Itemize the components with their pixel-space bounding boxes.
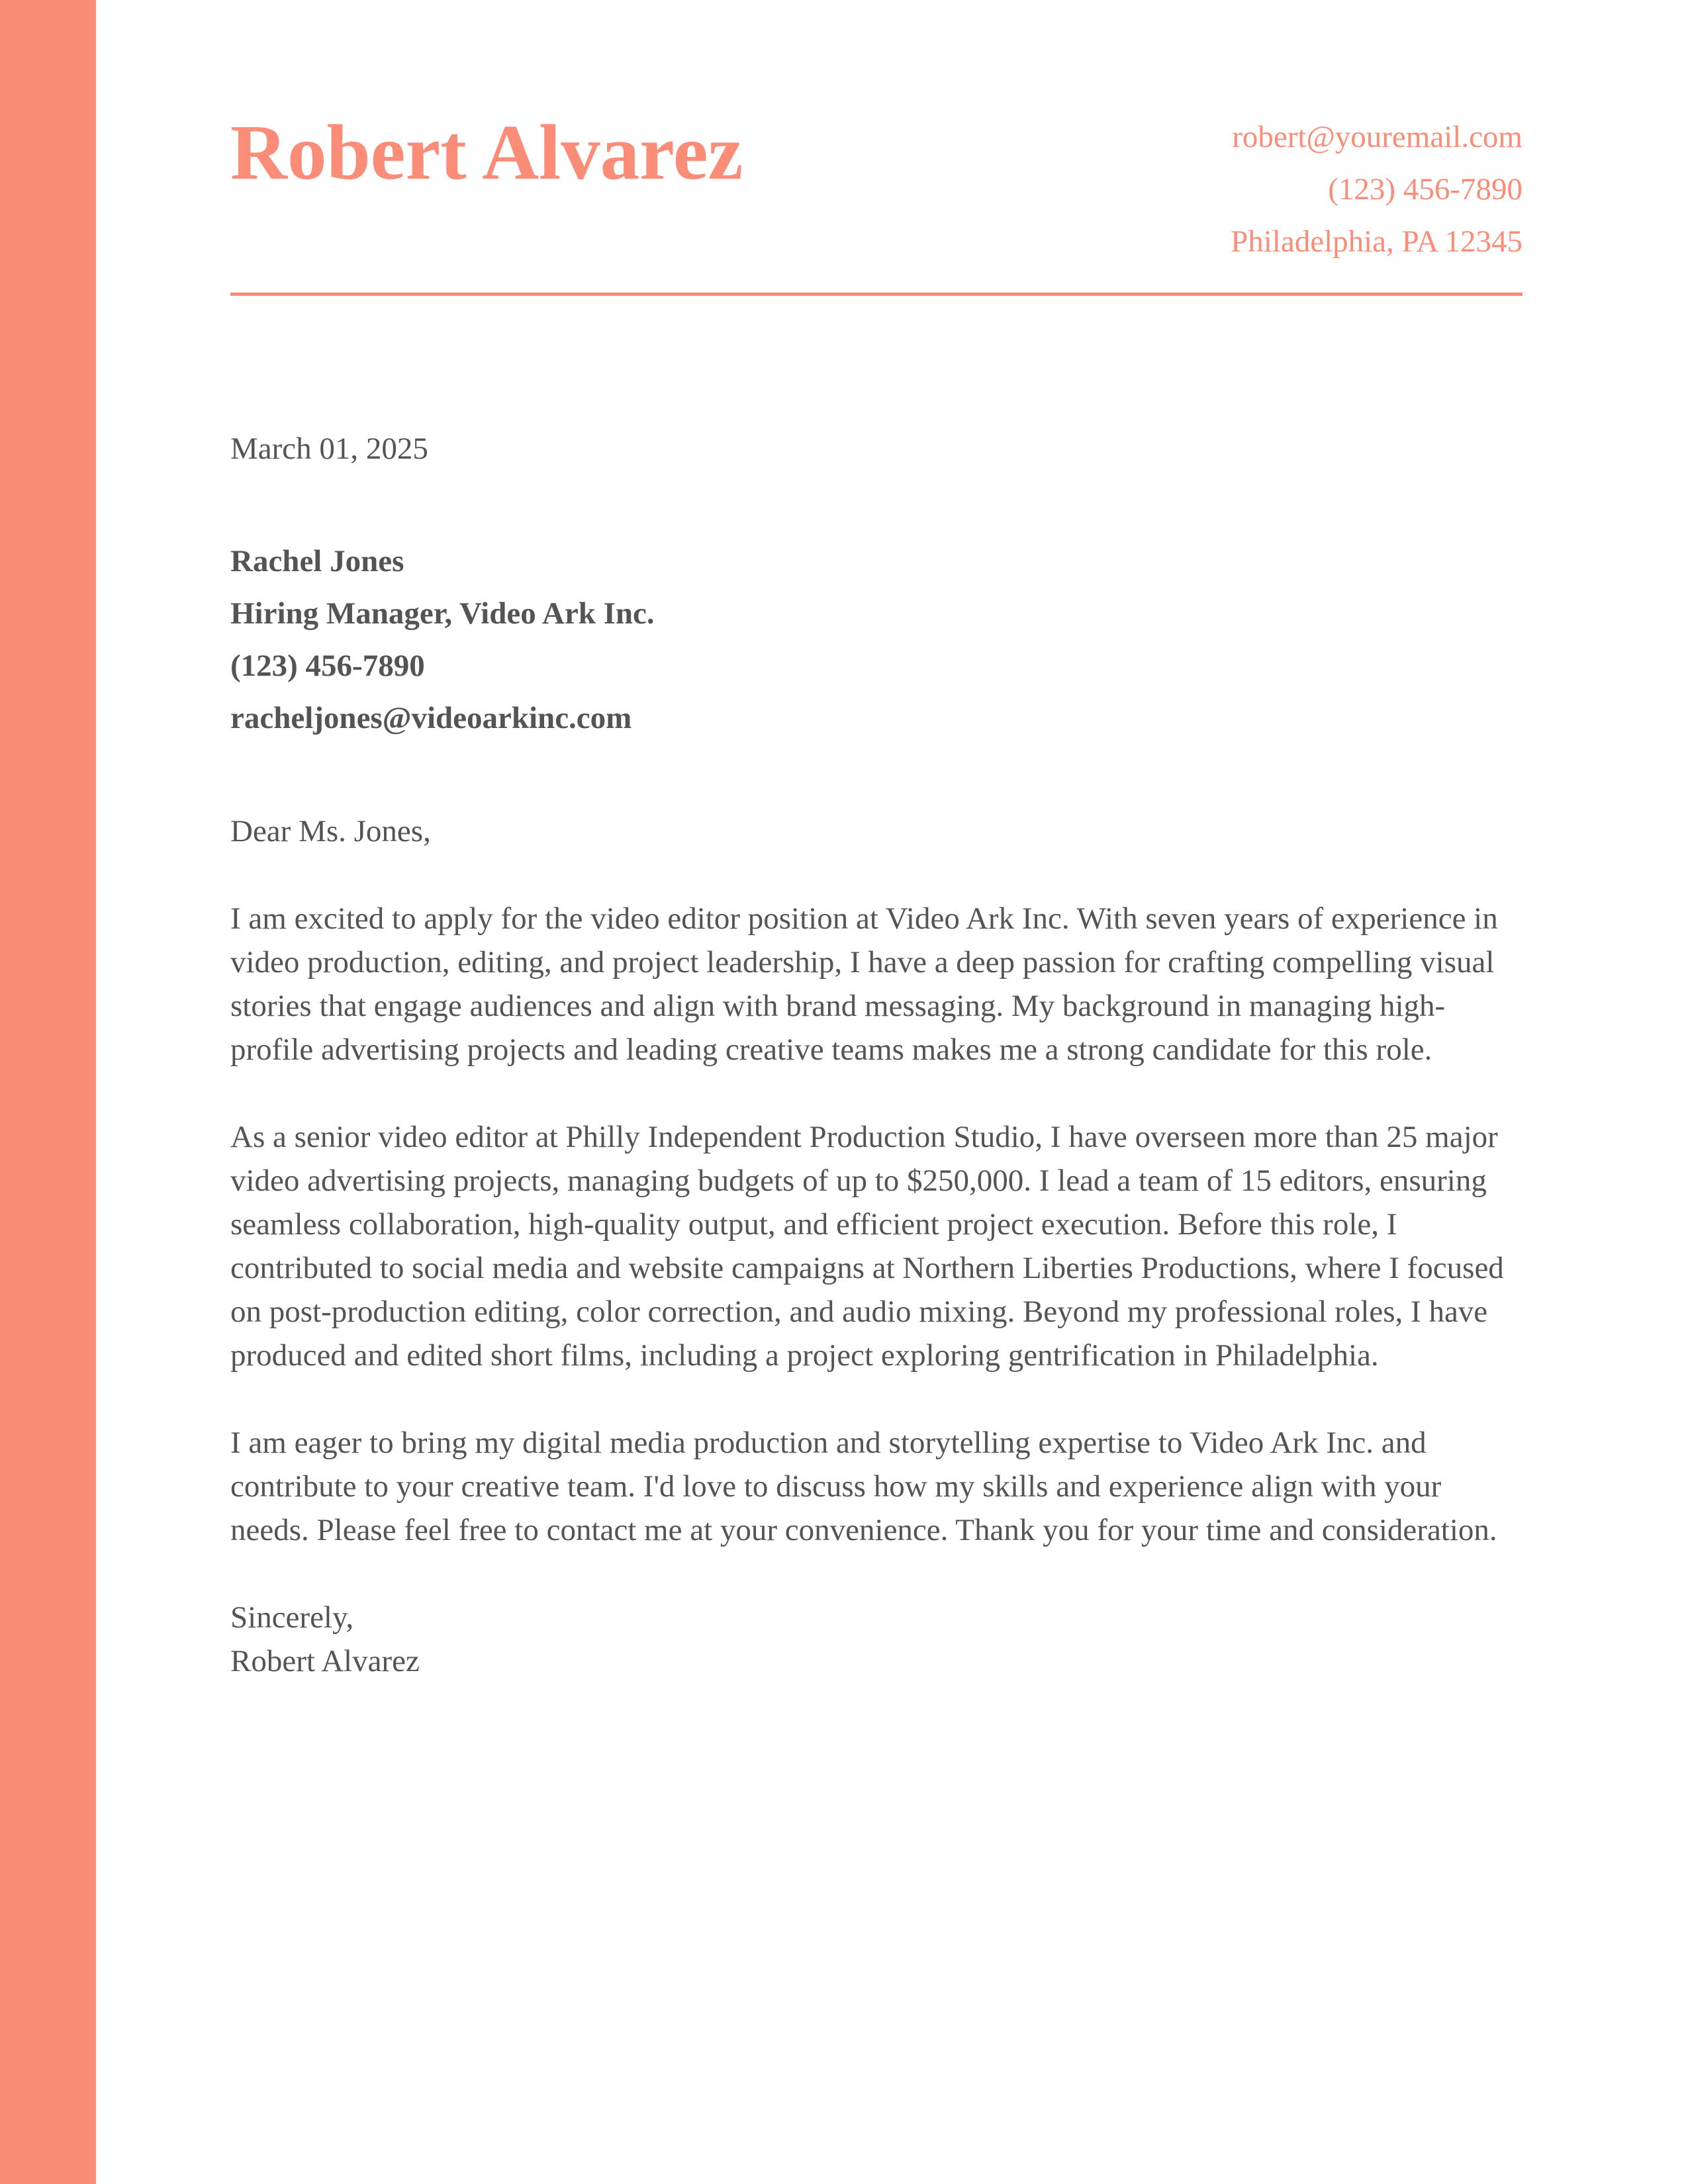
body-paragraph-2: As a senior video editor at Philly Independent Production Studio, I have overseen more than 25 major video advertising projects, managing budgets of up to $250,000. I lead a team of 15 editors, ensuring seamless collaboration, high-quality output, and efficient project execution. Before this role, I contributed to social media and website campaigns at Northern Liberties Productions, where I focused on post-production editing, color correction, and audio mixing. Beyond my professional roles, I have produced and edited short films, including a project exploring gentrification in Philadelphia.	[230, 1120, 1504, 1373]
letter-date: March 01, 2025	[230, 432, 428, 466]
closing-block	[230, 1596, 1523, 1683]
recipient-title: Hiring Manager, Video Ark Inc.	[230, 596, 655, 631]
body-paragraph-3: I am eager to bring my digital media production and storytelling expertise to Video Ark Inc. and contribute to your creative team. I'd love to discuss how my skills and experience align with your needs. Please feel free to contact me at your convenience. Thank you for your time and consideration.	[230, 1426, 1497, 1547]
recipient-name: Rachel Jones	[230, 544, 404, 578]
accent-sidebar-bar	[0, 0, 96, 2184]
sender-phone: (123) 456-7890	[1328, 172, 1523, 206]
salutation: Dear Ms. Jones,	[230, 814, 431, 848]
letter-body	[230, 427, 1523, 1683]
sender-name: Robert Alvarez	[230, 109, 743, 196]
cover-letter-page	[230, 0, 1523, 2184]
body-paragraph-1: I am excited to apply for the video editor position at Video Ark Inc. With seven years of experience in video production, editing, and project leadership, I have a deep passion for crafting compelling visual stories that engage audiences and align with brand messaging. My background in managing high-profile advertising projects and leading creative teams makes me a strong candidate for this role.	[230, 901, 1498, 1067]
recipient-email[interactable]: racheljones@videoarkinc.com	[230, 701, 632, 735]
signature-name: Robert Alvarez	[230, 1644, 420, 1678]
sender-contact-block	[1231, 111, 1523, 268]
recipient-phone: (123) 456-7890	[230, 649, 425, 683]
sender-location: Philadelphia, PA 12345	[1231, 224, 1523, 259]
recipient-block	[230, 535, 1523, 745]
letter-header	[230, 106, 1523, 298]
sender-email[interactable]: robert@youremail.com	[1232, 120, 1523, 154]
header-divider	[230, 293, 1523, 296]
closing-phrase: Sincerely,	[230, 1600, 354, 1635]
